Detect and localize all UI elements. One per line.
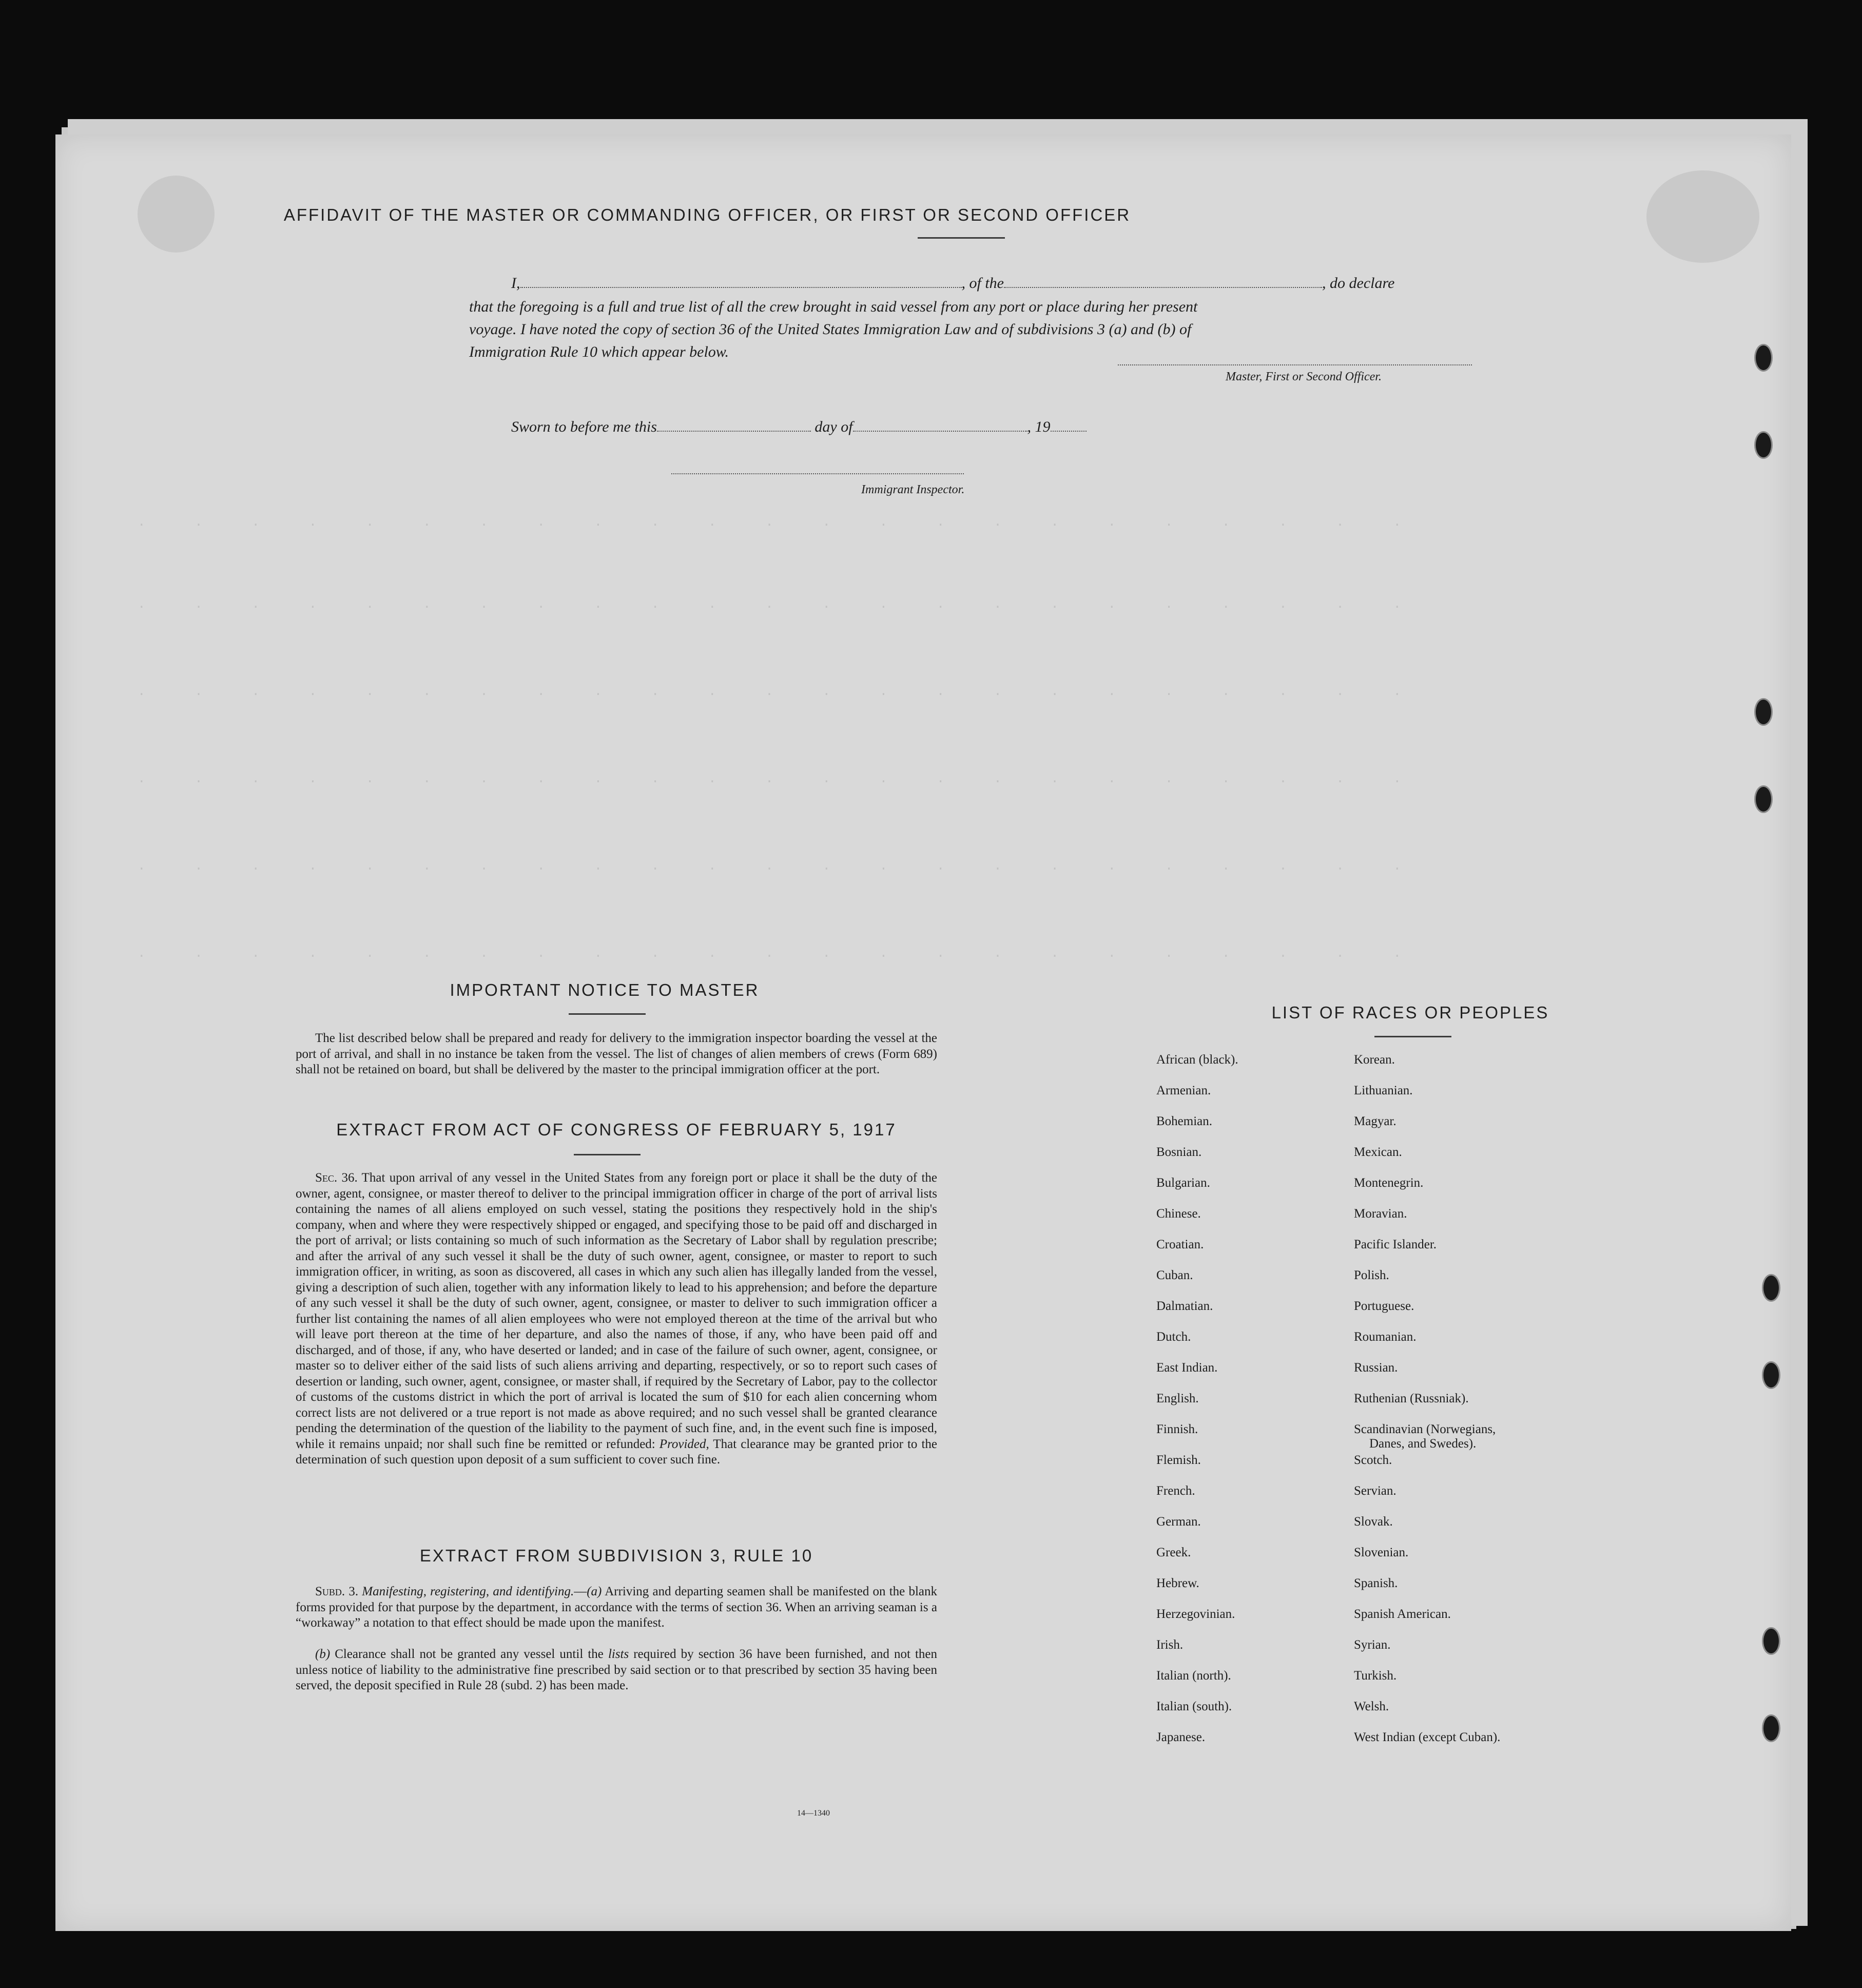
race-item: Cuban.: [1156, 1268, 1193, 1282]
binder-hole: [1754, 344, 1773, 372]
para-b-marker: (b): [315, 1647, 331, 1661]
race-item: Magyar.: [1354, 1114, 1396, 1128]
race-item: Pacific Islander.: [1354, 1238, 1437, 1251]
affidavit-title: AFFIDAVIT OF THE MASTER OR COMMANDING OFFICER, OR FIRST OR SECOND OFFICER: [283, 205, 1131, 224]
para-a-body: Arriving and departing seamen shall be manifested on the blank forms provided for that purpose by the department, in accordance with the terms of section 36. When an arriving seaman is a “workaway” a notation to that effect should be made upon the manifest.: [296, 1585, 937, 1630]
sworn-year: , 19: [1027, 418, 1051, 435]
race-item: Roumanian.: [1354, 1330, 1417, 1344]
race-item: French.: [1156, 1484, 1195, 1498]
race-item: German.: [1156, 1515, 1201, 1529]
race-item: Bosnian.: [1156, 1145, 1202, 1159]
name-blank: [520, 287, 962, 288]
act-underline: [574, 1154, 641, 1155]
binder-hole: [1762, 1627, 1780, 1655]
para-b-lists: lists: [608, 1647, 629, 1661]
notice-title: IMPORTANT NOTICE TO MASTER: [450, 980, 760, 999]
race-item: Flemish.: [1156, 1453, 1201, 1467]
race-item: Bohemian.: [1156, 1114, 1213, 1128]
race-item: Bulgarian.: [1156, 1176, 1210, 1190]
binder-hole: [1754, 431, 1773, 459]
notice-text: The list described below shall be prepared and ready for delivery to the immigration inspector boarding the vessel at the port of arrival, and shall in no instance be taken from the vessel. The list of changes of alien members of crews (Form 689) shall not be retained on board, but shall be delivered by the master to the principal immigration officer at the port.: [296, 1031, 937, 1076]
binder-hole: [1762, 1714, 1780, 1742]
act-extract-text: [296, 1170, 937, 1468]
race-item: Polish.: [1354, 1268, 1389, 1282]
bleed-through-rows: . . . . . . . . . . . . . . . . . . . . . . .: [138, 596, 1422, 612]
race-item: Welsh.: [1354, 1700, 1389, 1713]
race-item: English.: [1156, 1392, 1199, 1405]
subd-label: Subd. 3.: [315, 1585, 359, 1598]
race-item: Irish.: [1156, 1638, 1184, 1652]
affidavit-of-the: , of the: [961, 275, 1004, 292]
race-item: Lithuanian.: [1354, 1084, 1413, 1097]
title-underline: [918, 237, 1005, 239]
subdivision-b-text: [296, 1647, 937, 1694]
subdivision-a-text: Subd. 3. Manifesting, registering, and identifying.—(a) Arriving and departing seamen shall be manifested on the blank forms provided for that purpose by the department, in accordance with the terms of section 36. When an arriving seaman is a “workaway” a notation to that effect should be made upon the manifest.: [296, 1585, 937, 1630]
race-item: Syrian.: [1354, 1638, 1391, 1652]
sworn-day-label: day of: [814, 418, 853, 435]
race-item: Slovenian.: [1354, 1546, 1409, 1559]
race-item: Greek.: [1156, 1546, 1191, 1559]
affidavit-line-4: Immigration Rule 10 which appear below.: [469, 343, 729, 360]
race-item: Slovak.: [1354, 1515, 1393, 1529]
bleed-stain: [1646, 170, 1759, 263]
inspector-caption: Immigrant Inspector.: [861, 483, 965, 496]
race-item: Spanish American.: [1354, 1607, 1451, 1621]
affidavit-line-3: voyage. I have noted the copy of section 36 of the United States Immigration Law and of subdivisions 3 (a) and (b) of: [469, 321, 1192, 338]
provided-word: Provided,: [659, 1437, 709, 1451]
sworn-month-blank: [853, 431, 1027, 432]
binder-hole: [1754, 785, 1773, 813]
notice-underline: [569, 1013, 646, 1015]
bleed-through-rows: . . . . . . . . . . . . . . . . . . . . . . .: [138, 684, 1422, 699]
race-item: Italian (south).: [1156, 1700, 1232, 1713]
race-item: Italian (north).: [1156, 1669, 1231, 1683]
binder-hole: [1762, 1361, 1780, 1389]
race-item: Montenegrin.: [1354, 1176, 1424, 1190]
race-item-continuation: Danes, and Swedes).: [1369, 1437, 1477, 1451]
races-underline: [1374, 1036, 1451, 1037]
race-item: Mexican.: [1354, 1145, 1402, 1159]
race-item: Servian.: [1354, 1484, 1396, 1498]
sworn-line: [511, 416, 1087, 438]
race-item: Armenian.: [1156, 1084, 1211, 1097]
race-item: West Indian (except Cuban).: [1354, 1730, 1501, 1744]
race-item: Croatian.: [1156, 1238, 1204, 1251]
form-number: 14—1340: [797, 1809, 830, 1818]
race-item: Japanese.: [1156, 1730, 1206, 1744]
race-item: Scandinavian (Norwegians,: [1354, 1422, 1496, 1436]
bleed-through-rows: . . . . . . . . . . . . . . . . . . . . . . .: [138, 771, 1422, 786]
inspector-line: [671, 473, 964, 474]
vessel-blank: [1004, 287, 1322, 288]
race-item: Russian.: [1354, 1361, 1398, 1375]
race-item: Korean.: [1354, 1053, 1395, 1067]
section-label: Sec. 36.: [315, 1171, 358, 1185]
affidavit-declare: , do declare: [1322, 275, 1395, 292]
para-b-body-1: Clearance shall not be granted any vessel until the: [335, 1647, 604, 1661]
section-36-body: That upon arrival of any vessel in the United States from any foreign port or place it shall be the duty of the owner, agent, consignee, or master thereof to deliver to the principal immigration officer in charge of the port of arrival lists containing the names of all aliens employed on such vessel, stating the positions they respectively hold in the ship's company, when and where they were respectively shipped or engaged, and specifying those to be paid off and discharged in the port of arrival; or lists containing so much of such information as the Secretary of Labor shall by regulation prescribe; and after the arrival of any such vessel it shall be the duty of such owner, agent, consignee, or master to report to such immigration officer, in writing, as soon as discovered, all cases in which any such alien has illegally landed from the vessel, giving a description of such alien, together with any information likely to lead to his apprehension; and before the departure of any such vessel it shall be the duty of such owner, agent, consignee, or master to deliver to such immigration officer a further list containing the names of all alien employees who were not employed thereon at the time of the arrival but who will leave port thereon at the time of her departure, and also the names of those, if any, who have been paid off and discharged, and of those, if any, who have deserted or landed; and in case of the failure of such owner, agent, consignee, or master so to deliver either of the said lists of such aliens arriving and departing, respectively, or so to report such cases of desertion or landing, such owner, agent, consignee, or master shall, if required by the Secretary of Labor, pay to the collector of customs of the customs district in which the port of arrival is located the sum of $10 for each alien concerning whom correct lists are not delivered or a true report is not made as above required; and no such vessel shall be granted clearance pending the determination of the question of the liability to the payment of such fine, and, in the event such fine is imposed, while it remains unpaid; nor shall such fine be remitted or refunded:: [296, 1171, 937, 1451]
sworn-prefix: Sworn to before me this: [511, 418, 657, 435]
affidavit-line-1: [511, 272, 1394, 295]
race-item: Hebrew.: [1156, 1576, 1199, 1590]
section-36-end: That clearance may be granted prior to the determination of such question upon deposit of a sum sufficient to cover such fine.: [296, 1437, 937, 1466]
para-b-body-2: required by section 36 have been furnished, and not then unless notice of liability to the administrative fine prescribed by said section or to that prescribed by section 35 having been served, the deposit specified in Rule 28 (subd. 2) has been made.: [296, 1647, 938, 1692]
race-item: Spanish.: [1354, 1576, 1398, 1590]
race-item: Herzegovinian.: [1156, 1607, 1235, 1621]
affidavit-i: I,: [511, 275, 520, 292]
race-item: Portuguese.: [1354, 1299, 1414, 1313]
race-item: Turkish.: [1354, 1669, 1397, 1683]
race-item: Ruthenian (Russniak).: [1354, 1392, 1469, 1405]
act-extract-title: EXTRACT FROM ACT OF CONGRESS OF FEBRUARY 5, 1917: [336, 1120, 897, 1139]
race-item: Finnish.: [1156, 1422, 1198, 1436]
race-item: Dalmatian.: [1156, 1299, 1213, 1313]
document-page: [55, 134, 1791, 1931]
bleed-through-rows: . . . . . . . . . . . . . . . . . . . . . . .: [138, 945, 1422, 961]
race-item: African (black).: [1156, 1053, 1238, 1067]
para-a-marker: (a): [587, 1585, 602, 1598]
binder-hole: [1762, 1274, 1780, 1302]
sworn-year-blank: [1051, 431, 1087, 432]
affidavit-line-2: that the foregoing is a full and true list of all the crew brought in said vessel from any port or place during her present: [469, 298, 1198, 315]
subd-title: Manifesting, registering, and identifying.: [362, 1585, 574, 1598]
race-item: Dutch.: [1156, 1330, 1191, 1344]
binder-hole: [1754, 698, 1773, 726]
bleed-through-rows: . . . . . . . . . . . . . . . . . . . . . . .: [138, 858, 1422, 874]
bleed-through-rows: . . . . . . . . . . . . . . . . . . . . . . .: [138, 514, 1422, 530]
races-title: LIST OF RACES OR PEOPLES: [1271, 1003, 1549, 1022]
race-item: Moravian.: [1354, 1207, 1407, 1221]
sworn-day-blank: [657, 431, 811, 432]
signature-caption: Master, First or Second Officer.: [1226, 370, 1382, 383]
race-item: Scotch.: [1354, 1453, 1392, 1467]
rule-extract-title: EXTRACT FROM SUBDIVISION 3, RULE 10: [419, 1546, 813, 1565]
race-item: East Indian.: [1156, 1361, 1218, 1375]
race-item: Chinese.: [1156, 1207, 1201, 1221]
